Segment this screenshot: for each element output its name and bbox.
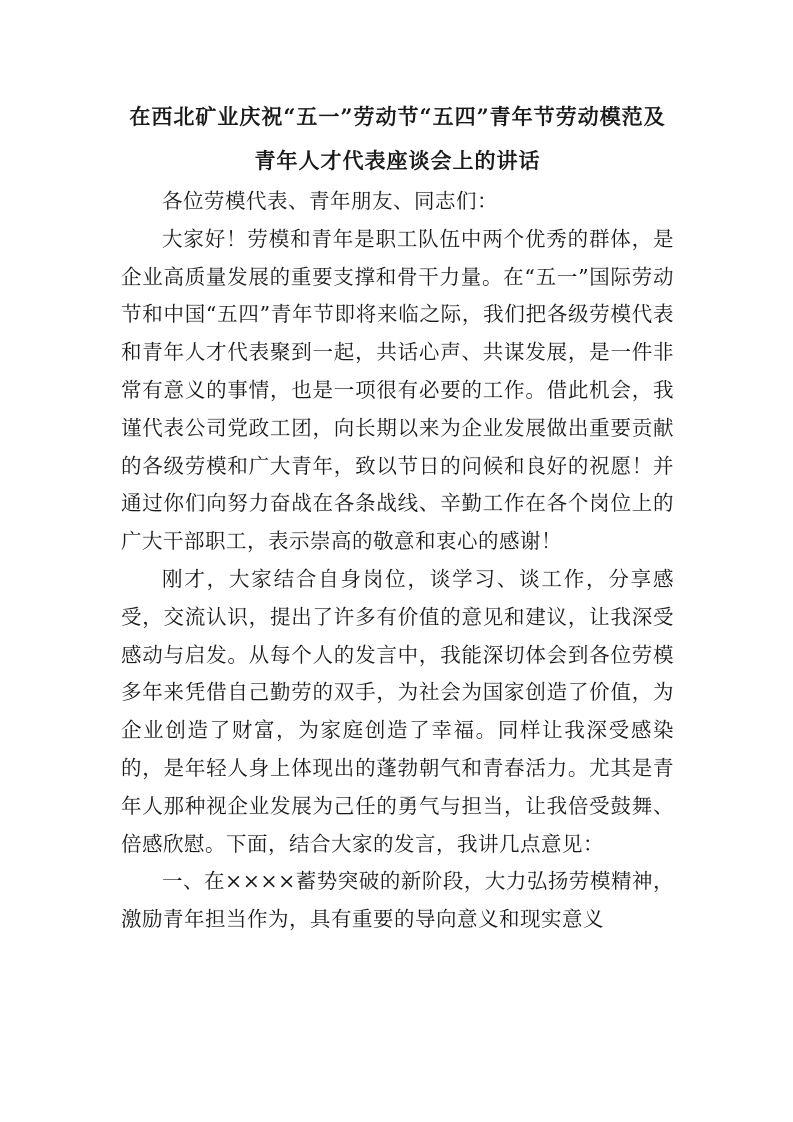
section-heading-1: 一、在××××蓄势突破的新阶段，大力弘扬劳模精神，激励青年担当作为，具有重要的导向意义和现实意义 [121, 869, 674, 932]
greeting-paragraph: 大家好！劳模和青年是职工队伍中两个优秀的群体，是企业高质量发展的重要支撑和骨干力量。在“五一”国际劳动节和中国“五四”青年节即将来临之际，我们把各级劳模代表和青年人才代表聚到一起，共话心声、共谋发展，是一件非常有意义的事情，也是一项很有必要的工作。借此机会，我谨代表公司党政工团，向长期以来为企业发展做出重要贡献的各级劳模和广大青年，致以节日的问候和良好的祝愿！并通过你们向努力奋战在各条战线、辛勤工作在各个岗位上的广大干部职工，表示崇高的敬意和衷心的感谢！ [121, 226, 674, 554]
document-title [121, 95, 674, 183]
reflection-paragraph: 刚才，大家结合自身岗位，谈学习、谈工作，分享感受，交流认识，提出了许多有价值的意见和建议，让我深受感动与启发。从每个人的发言中，我能深切体会到各位劳模多年来凭借自己勤劳的双手，为社会为国家创造了价值，为企业创造了财富，为家庭创造了幸福。同样让我深受感染的，是年轻人身上体现出的蓬勃朝气和青春活力。尤其是青年人那种视企业发展为己任的勇气与担当，让我倍受鼓舞、倍感欣慰。下面，结合大家的发言，我讲几点意见： [121, 566, 674, 856]
salutation-paragraph: 各位劳模代表、青年朋友、同志们： [162, 189, 498, 213]
document-body [121, 183, 674, 939]
document-content [121, 95, 674, 939]
title-line-2: 青年人才代表座谈会上的讲话 [254, 148, 541, 173]
title-line-1: 在西北矿业庆祝“五一”劳动节“五四”青年节劳动模范及 [129, 104, 666, 129]
